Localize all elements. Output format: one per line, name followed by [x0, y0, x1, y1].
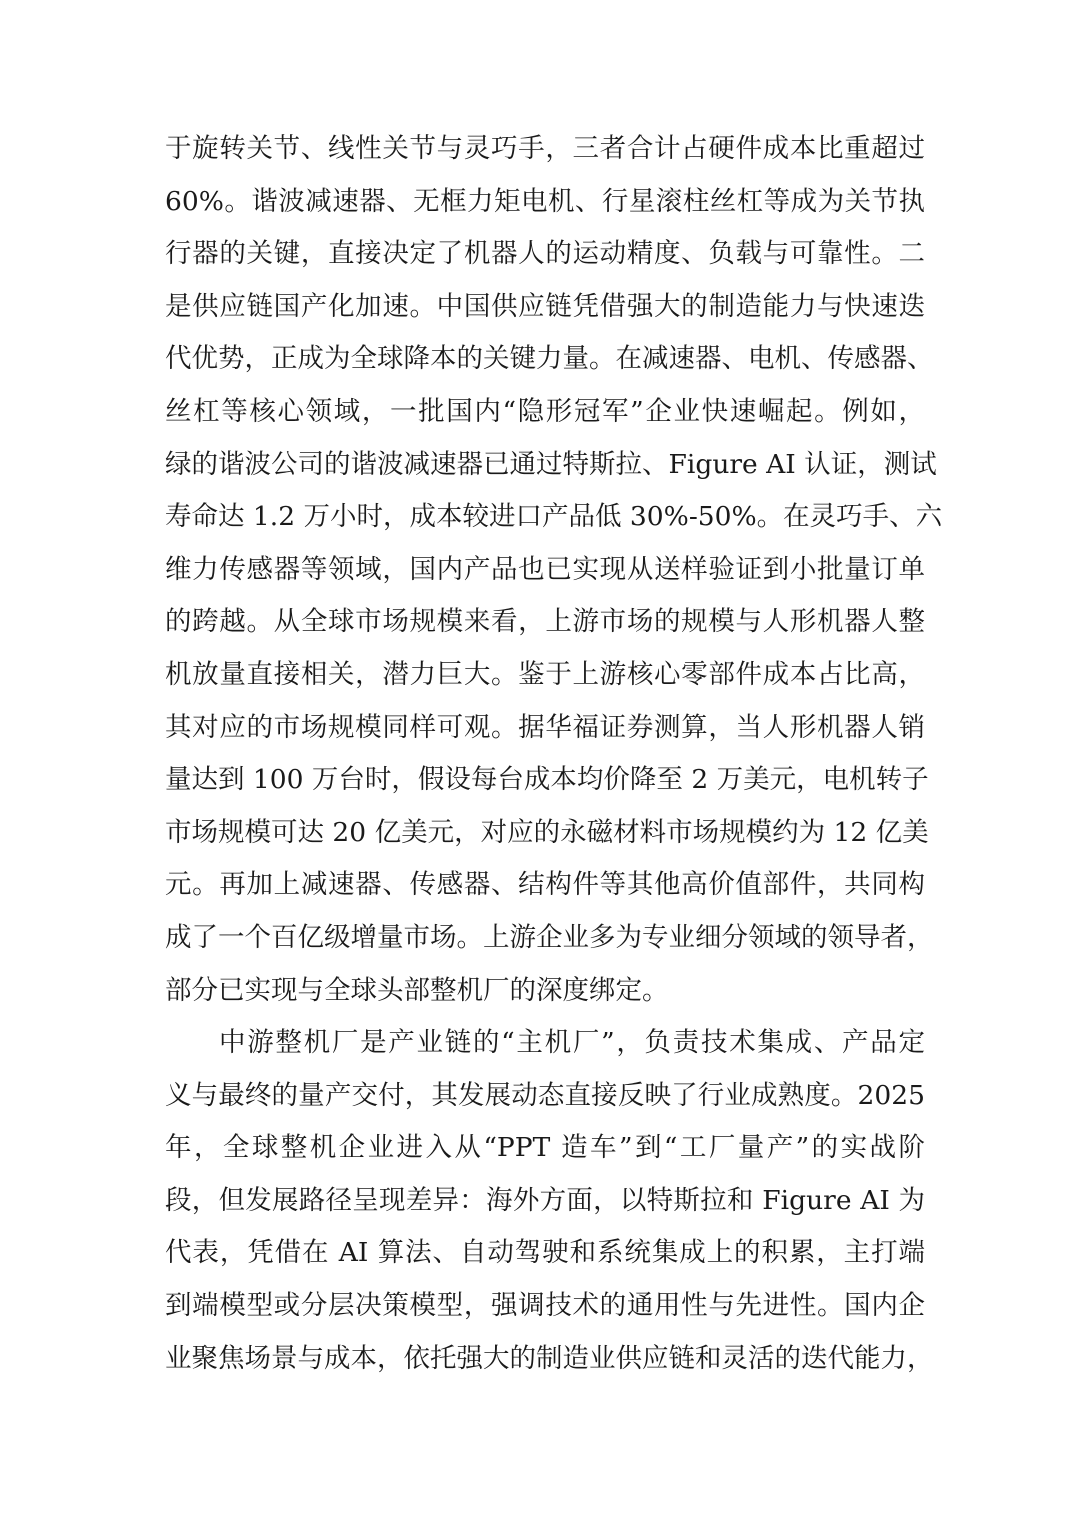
paragraph-upstream	[165, 123, 943, 1017]
text-line: 丝杠等核心领域，一批国内“隐形冠军”企业快速崛起。例如，	[165, 395, 925, 427]
text-line: 部分已实现与全球头部整机厂的深度绑定。	[165, 974, 669, 1006]
text-line: 元。再加上减速器、传感器、结构件等其他高价值部件，共同构	[165, 869, 925, 901]
text-line: 绿的谐波公司的谐波减速器已通过特斯拉、Figure AI 认证，测试	[165, 448, 937, 480]
text-line: 寿命达 1.2 万小时，成本较进口产品低 30%-50%。在灵巧手、六	[165, 501, 943, 533]
text-line: 段，但发展路径呈现差异：海外方面，以特斯拉和 Figure AI 为	[165, 1184, 925, 1216]
text-line: 中游整机厂是产业链的“主机厂”，负责技术集成、产品定	[219, 1027, 925, 1059]
text-line: 业聚焦场景与成本，依托强大的制造业供应链和灵活的迭代能力，	[165, 1342, 934, 1374]
text-line: 的跨越。从全球市场规模来看，上游市场的规模与人形机器人整	[165, 606, 925, 638]
text-line: 其对应的市场规模同样可观。据华福证券测算，当人形机器人销	[165, 711, 925, 743]
text-line: 代优势，正成为全球降本的关键力量。在减速器、电机、传感器、	[165, 343, 934, 375]
text-line: 机放量直接相关，潜力巨大。鉴于上游核心零部件成本占比高，	[165, 658, 925, 690]
text-line: 是供应链国产化加速。中国供应链凭借强大的制造能力与快速迭	[165, 290, 925, 322]
text-line: 量达到 100 万台时，假设每台成本均价降至 2 万美元，电机转子	[165, 764, 929, 796]
body-text	[165, 123, 943, 1385]
paragraph-midstream	[165, 1017, 934, 1385]
text-line: 义与最终的量产交付，其发展动态直接反映了行业成熟度。2025	[165, 1079, 925, 1111]
text-line: 于旋转关节、线性关节与灵巧手，三者合计占硬件成本比重超过	[165, 133, 925, 164]
text-line: 行器的关键，直接决定了机器人的运动精度、负载与可靠性。二	[165, 238, 925, 270]
text-line: 到端模型或分层决策模型，强调技术的通用性与先进性。国内企	[165, 1290, 925, 1322]
text-line: 市场规模可达 20 亿美元，对应的永磁材料市场规模约为 12 亿美	[165, 816, 929, 848]
text-line: 代表，凭借在 AI 算法、自动驾驶和系统集成上的积累，主打端	[165, 1237, 925, 1269]
text-line: 年，全球整机企业进入从“PPT 造车”到“工厂量产”的实战阶	[165, 1132, 925, 1164]
text-line: 60%。谐波减速器、无框力矩电机、行星滚柱丝杠等成为关节执	[165, 185, 925, 217]
text-line: 维力传感器等领域，国内产品也已实现从送样验证到小批量订单	[165, 553, 925, 585]
text-line: 成了一个百亿级增量市场。上游企业多为专业细分领域的领导者，	[165, 921, 934, 953]
